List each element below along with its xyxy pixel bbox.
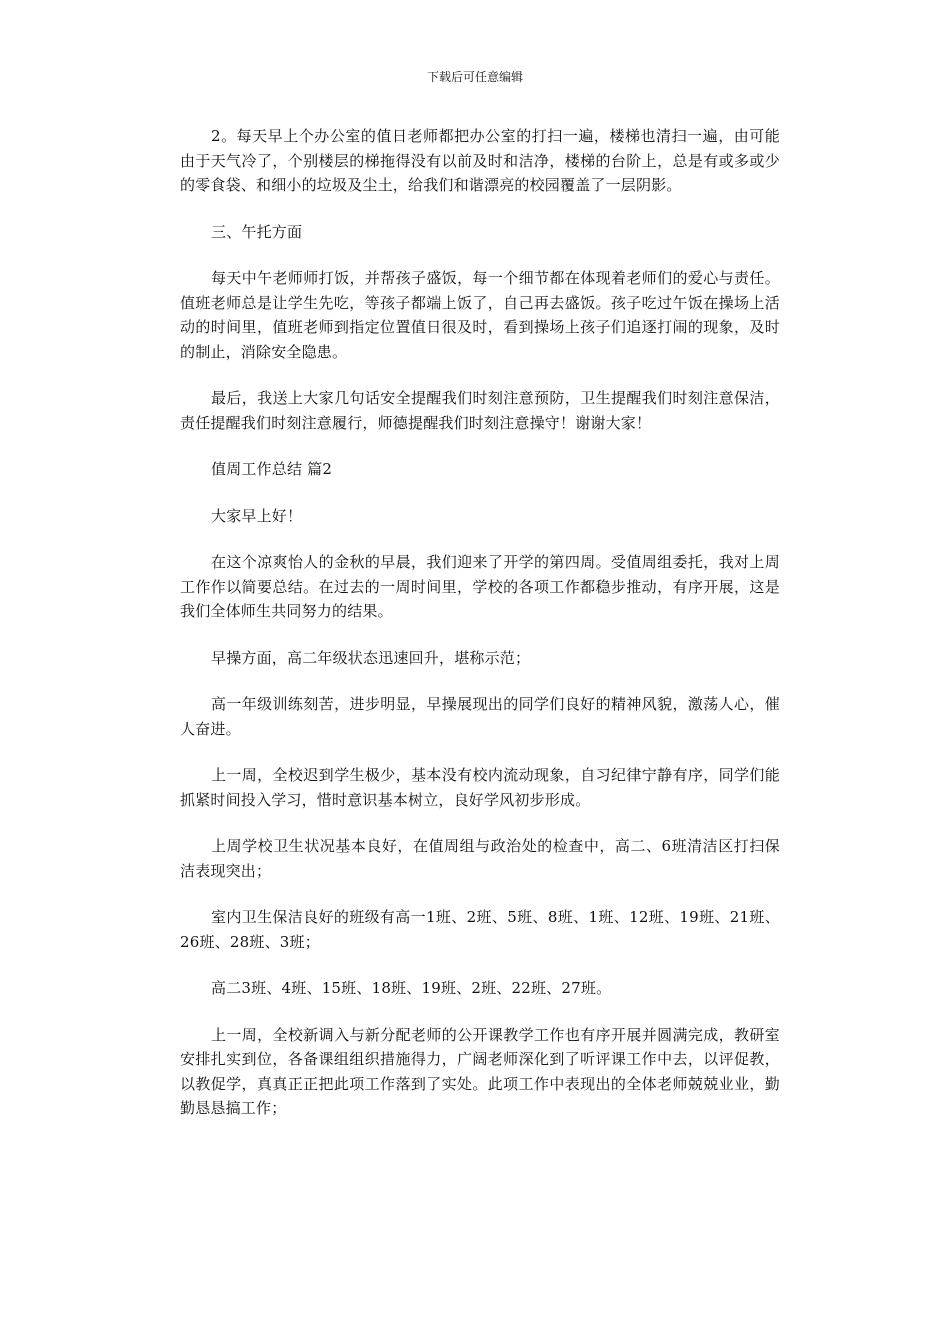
page-header: 下载后可任意编辑 bbox=[426, 70, 523, 84]
paragraph-intro: 在这个凉爽怡人的金秋的早晨，我们迎来了开学的第四周。受值周组委托，我对上周工作作以简要总结。在过去的一周时间里，学校的各项工作都稳步推动，有序开展，这是我们全体师生共同努力的结果。 bbox=[180, 553, 780, 620]
paragraph-morning-exercise: 早操方面，高二年级状态迅速回升，堪称示范； bbox=[211, 648, 531, 667]
greeting: 大家早上好！ bbox=[211, 506, 303, 525]
paragraph-cleaning-office: 2。每天早上个办公室的值日老师都把办公室的打扫一遍，楼梯也清扫一遍，由可能由于天气冷了，个别楼层的梯拖得没有以前及时和洁净，楼梯的台阶上，总是有或多或少的零食袋、和细小的垃圾及尘土，给我们和谐漂亮的校园覆盖了一层阴影。 bbox=[180, 127, 780, 194]
paragraph-grade-two-classes: 高二3班、4班、15班、18班、19班、2班、22班、27班。 bbox=[211, 979, 612, 997]
paragraph-hygiene: 上周学校卫生状况基本良好，在值周组与政治处的检查中，高二、6班清洁区打扫保洁表现突出； bbox=[180, 837, 780, 880]
document-body bbox=[180, 124, 780, 1143]
paragraph-closing: 最后，我送上大家几句话安全提醒我们时刻注意预防，卫生提醒我们时刻注意保洁，责任提醒我们时刻注意履行，师德提醒我们时刻注意操守！谢谢大家！ bbox=[180, 389, 780, 432]
section-heading-lunch: 三、午托方面 bbox=[211, 222, 303, 241]
section-title-part2: 值周工作总结 篇2 bbox=[211, 460, 333, 478]
paragraph-indoor-hygiene: 室内卫生保洁良好的班级有高一1班、2班、5班、8班、1班、12班、19班、21班、26班、28班、3班； bbox=[180, 908, 780, 951]
paragraph-grade-one: 高一年级训练刻苦，进步明显，早操展现出的同学们良好的精神风貌，激荡人心，催人奋进。 bbox=[180, 695, 780, 738]
paragraph-lunch: 每天中午老师师打饭，并帮孩子盛饭，每一个细节都在体现着老师们的爱心与责任。值班老师总是让学生先吃，等孩子都端上饭了，自己再去盛饭。孩子吃过午饭在操场上活动的时间里，值班老师到指定位置值日很及时，看到操场上孩子们追逐打闹的现象，及时的制止，消除安全隐患。 bbox=[180, 269, 780, 361]
paragraph-attendance: 上一周，全校迟到学生极少，基本没有校内流动现象，自习纪律宁静有序，同学们能抓紧时间投入学习，惜时意识基本树立，良好学风初步形成。 bbox=[180, 766, 780, 809]
paragraph-open-class: 上一周，全校新调入与新分配老师的公开课教学工作也有序开展并圆满完成，教研室安排扎实到位，各备课组组织措施得力，广阔老师深化到了听评课工作中去，以评促教，以教促学，真真正正把此项工作落到了实处。此项工作中表现出的全体老师兢兢业业，勤勤恳恳搞工作； bbox=[180, 1025, 780, 1117]
